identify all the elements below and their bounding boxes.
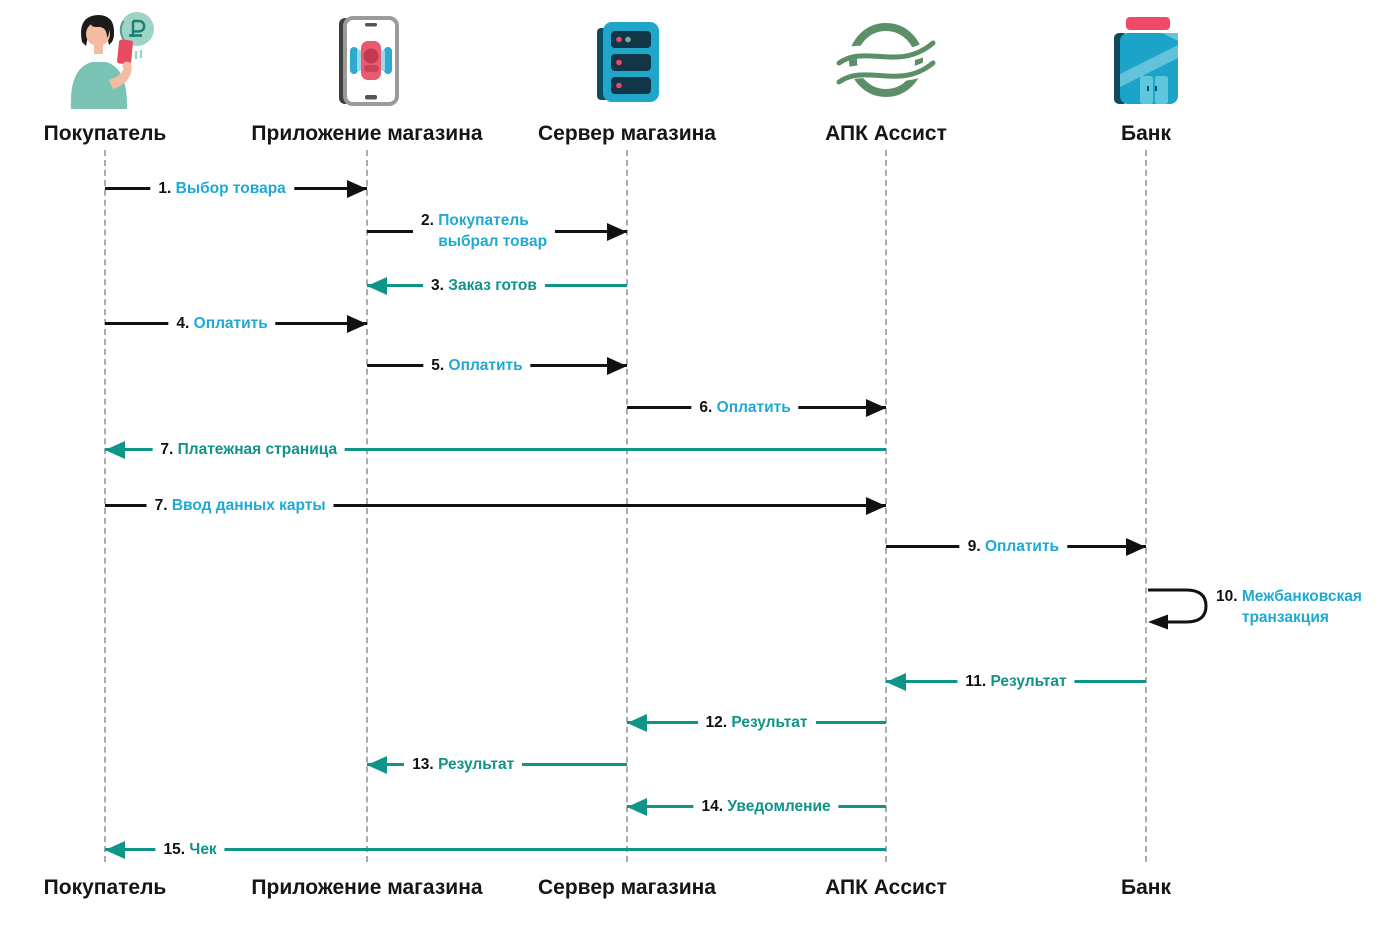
message-text: Результат [731,713,808,731]
message-label [147,495,334,516]
message-number: 15. [163,840,186,858]
message-label [960,536,1067,557]
actor-name-bottom: Банк [1121,876,1171,899]
assist-logo-icon [836,6,936,110]
arrowhead [866,399,886,417]
actor-name-bottom: Приложение магазина [251,876,483,899]
bank-icon [1100,6,1192,110]
actor-name-bottom: Покупатель [43,876,167,899]
message-label [691,397,798,418]
message-number: 7. [160,440,174,458]
actor-server [497,6,757,146]
message-text: Чек [189,840,217,858]
message-number: 3. [431,276,444,294]
arrowhead [627,798,647,816]
shop-app-icon [321,6,413,110]
message-number: 1. [158,179,172,197]
message-number: 9. [967,537,981,555]
arrowhead [367,277,387,295]
self-loop-arrow [1146,584,1216,637]
message-label [156,839,225,860]
arrowhead [866,497,886,515]
actor-name-top: Покупатель [43,122,167,145]
message-label [168,313,275,334]
message-number: 10. [1216,588,1238,605]
message-number: 11. [965,672,987,690]
message-text: Покупатель выбрал товар [438,212,548,250]
message-label [413,210,555,252]
arrowhead [347,315,367,333]
actor-bank [1016,6,1276,146]
message-label [150,178,293,199]
shop-server-icon [581,6,673,110]
message-text: Ввод данных карты [171,496,326,514]
buyer-icon [47,6,163,110]
arrowhead [105,441,125,459]
message-number: 4. [176,314,190,332]
message-number: 5. [431,356,445,374]
actor-buyer [0,6,235,146]
message-number: 12. [705,713,728,731]
arrowhead [607,223,627,241]
actor-name-top: Банк [1121,122,1171,145]
message-text: Межбанковская транзакция [1241,588,1362,626]
message-text: Платежная страница [177,440,338,458]
message-text: Оплатить [193,314,268,332]
arrowhead [627,714,647,732]
message-label [693,796,838,817]
arrowhead [105,841,125,859]
actor-name-top: Приложение магазина [251,122,483,145]
arrowhead [347,180,367,198]
message-text: Заказ готов [448,276,537,294]
actor-name-top: Сервер магазина [538,122,716,145]
message-label [1208,586,1370,628]
message-number: 7. [154,496,168,514]
message-text: Результат [438,755,515,773]
message-number: 6. [699,398,713,416]
arrowhead [607,357,627,375]
message-label [698,712,816,733]
message-label [152,439,345,460]
message-label [957,671,1074,692]
actor-name-top: АПК Ассист [825,122,947,145]
message-text: Выбор товара [175,179,286,197]
message-text: Оплатить [984,537,1060,555]
actor-assist [756,6,1016,146]
message-text: Оплатить [448,356,523,374]
message-label [423,275,545,296]
message-text: Результат [990,672,1067,690]
arrowhead [1126,538,1146,556]
message-label [423,355,530,376]
message-number: 13. [412,755,434,773]
message-number: 2. [420,212,434,229]
arrowhead [367,756,387,774]
actor-app [237,6,497,146]
lifeline-bank [1145,150,1147,862]
actor-name-bottom: АПК Ассист [825,876,947,899]
message-label [404,754,522,775]
message-text: Оплатить [716,398,791,416]
message-text: Уведомление [727,797,831,815]
arrowhead [886,673,906,691]
actor-name-bottom: Сервер магазина [538,876,716,899]
message-number: 14. [701,797,724,815]
